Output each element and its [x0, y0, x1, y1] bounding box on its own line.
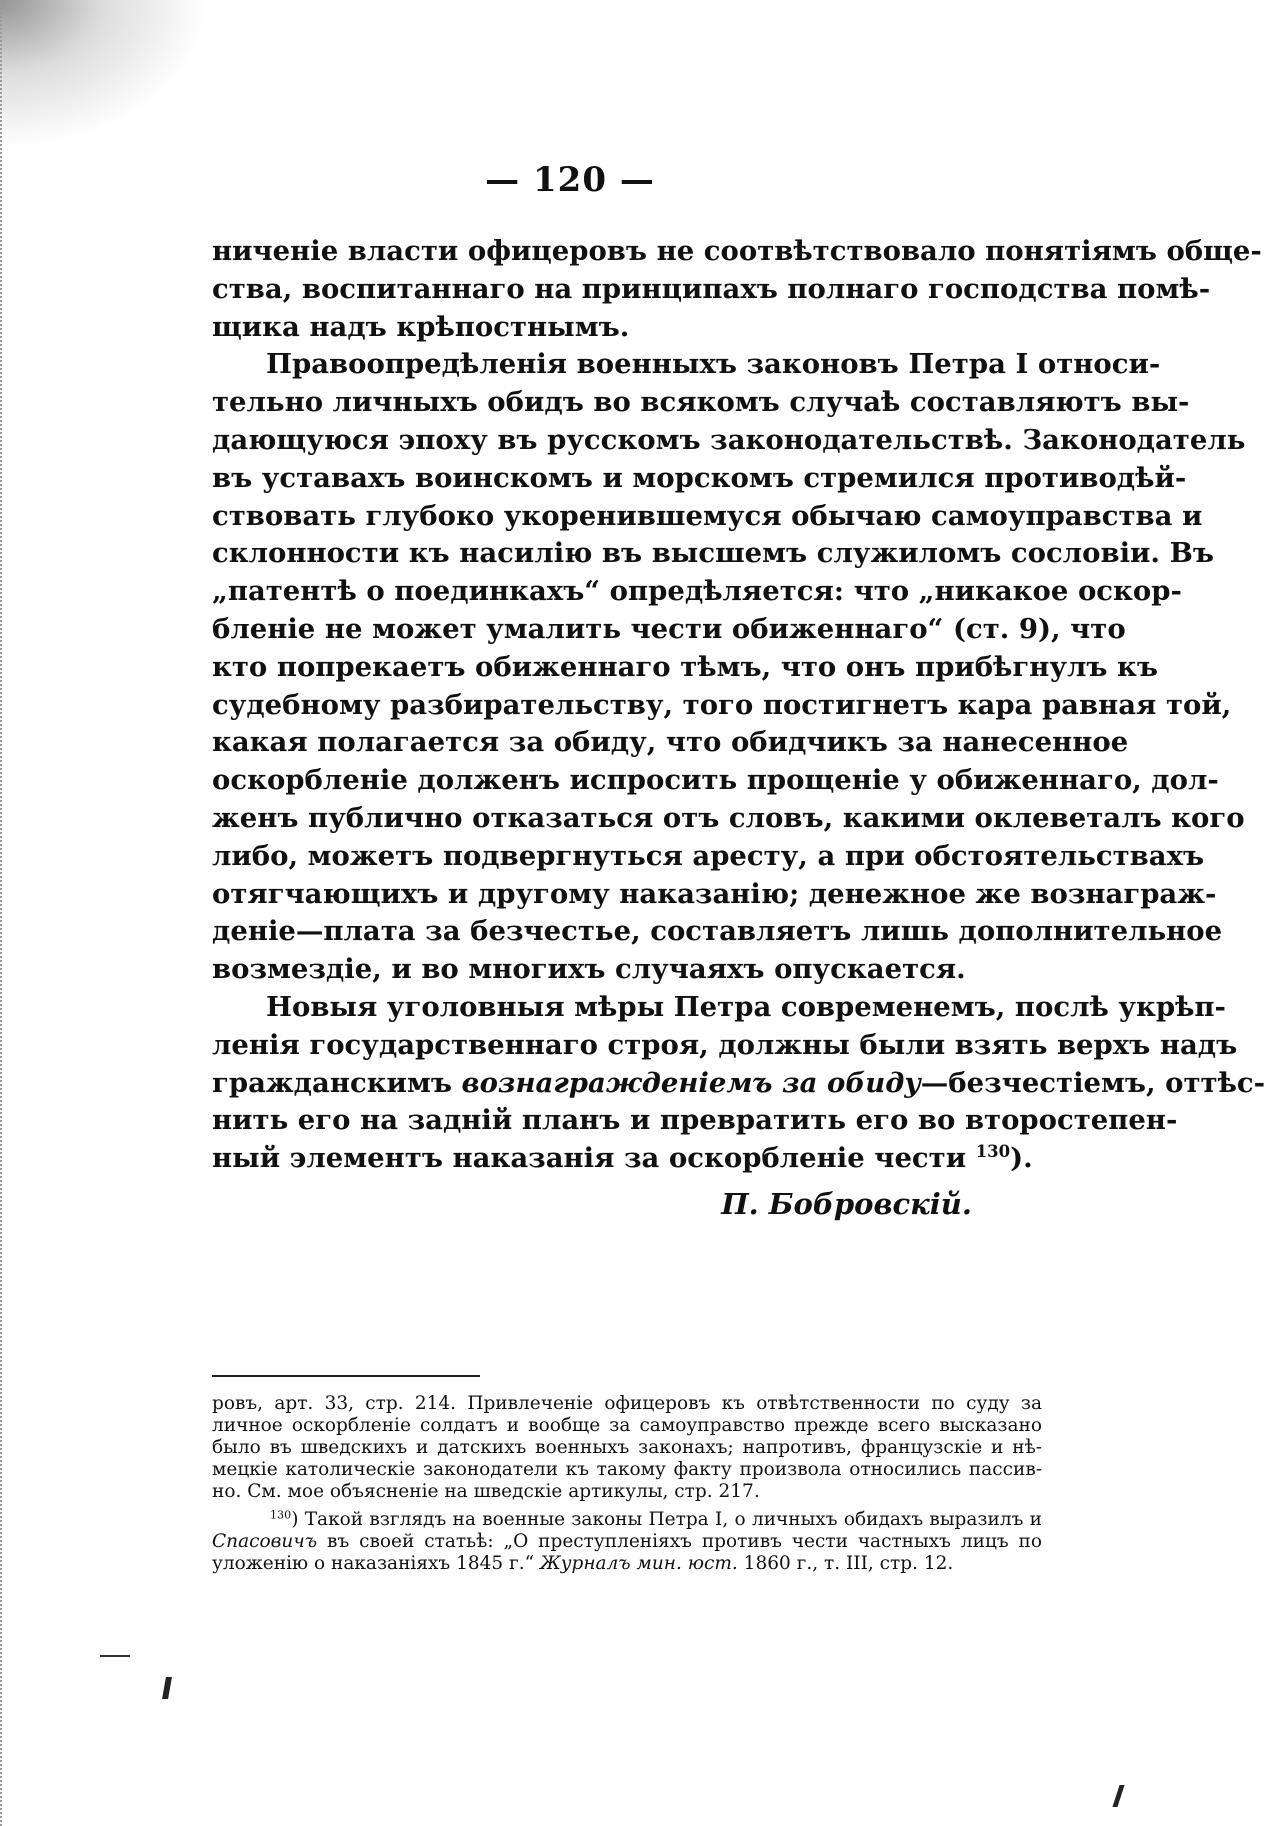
text-line: судебному разбирательству, того постигнетъ кара равная той,	[212, 688, 1232, 721]
footnote-number: 130	[270, 1508, 292, 1522]
footnote-divider	[212, 1375, 480, 1377]
text-line: склонности къ насилію въ высшемъ служиломъ сословіи. Въ	[212, 537, 1214, 570]
text-fragment: гражданскимъ	[212, 1066, 462, 1099]
text-line: деніе—плата за безчестье, составляетъ лишь дополнительное	[212, 915, 1223, 948]
scan-edge	[0, 0, 42, 1826]
scan-mark	[100, 1655, 130, 1657]
text-line	[212, 1065, 1265, 1103]
footnote-line: ровъ, арт. 33, стр. 214. Привлеченіе офицеровъ къ отвѣтственности по суду за	[212, 1393, 1042, 1414]
text-line: щика надъ крѣпостнымъ.	[212, 310, 630, 343]
text-fragment: ный элементъ наказанія за оскорбленіе чести	[212, 1142, 976, 1175]
text-line: Новыя уголовныя мѣры Петра современемъ, послѣ укрѣп-	[266, 990, 1226, 1023]
text-fragment: 1860 г., т. III, стр. 12.	[737, 1553, 954, 1574]
text-line: бленіе не может умалить чести обиженнаго“ (ст. 9), что	[212, 612, 1126, 645]
text-line: нить его на задній планъ и превратить его во второстепен-	[212, 1104, 1178, 1137]
text-fragment: —безчестіемъ, оттѣс-	[920, 1066, 1265, 1099]
italic-phrase: вознагражденіемъ за обиду	[461, 1066, 921, 1099]
footnote-line	[212, 1531, 1042, 1553]
text-line: ниченіе власти офицеровъ не соотвѣтствовало понятіямъ обще-	[212, 235, 1262, 267]
footnote-line: мецкіе католическіе законодатели къ такому факту произвола относились пассив-	[212, 1459, 1042, 1480]
text-line: ленія государственнаго строя, должны были взять верхъ надъ	[212, 1028, 1238, 1061]
footnote-ref: 130	[975, 1142, 1011, 1162]
footnotes	[212, 1393, 1042, 1575]
text-line: отягчающихъ и другому наказанію; денежное же вознаграж-	[212, 877, 1217, 910]
text-line: либо, можетъ подвергнуться аресту, а при обстоятельствахъ	[212, 839, 1205, 872]
footnote-line: но. См. мое объясненіе на шведскіе артикулы, стр. 217.	[212, 1481, 760, 1502]
text-fragment: въ своей статьѣ: „О преступленіяхъ противъ чести частныхъ лицъ по	[317, 1531, 1042, 1552]
italic-name: Спасовичъ	[212, 1531, 318, 1552]
footnote-line: личное оскорбленіе солдатъ и вообще за самоуправство прежде всего высказано	[212, 1415, 1042, 1436]
italic-journal: Журналъ мин. юст.	[539, 1553, 738, 1574]
text-line: Правоопредѣленія военныхъ законовъ Петра I относи-	[266, 348, 1161, 381]
footnote-line	[212, 1553, 1042, 1575]
text-fragment: уложенію о наказаніяхъ 1845 г.“	[212, 1553, 540, 1574]
scan-mark	[1112, 1785, 1124, 1807]
text-line: ства, воспитаннаго на принципахъ полнаго господства помѣ-	[212, 272, 1211, 305]
text-line: оскорбленіе долженъ испросить прощеніе у обиженнаго, дол-	[212, 764, 1219, 797]
page-number: — 120 —	[485, 160, 655, 200]
text-line: ствовать глубоко укоренившемуся обычаю самоуправства и	[212, 499, 1203, 532]
text-line: „патентѣ о поединкахъ“ опредѣляется: что „никакое оскор-	[212, 575, 1182, 608]
main-text	[212, 233, 1265, 1178]
text-line: дающуюся эпоху въ русскомъ законодательствѣ. Законодатель	[212, 423, 1246, 456]
text-line: тельно личныхъ обидъ во всякомъ случаѣ составляютъ вы-	[212, 386, 1190, 419]
scan-mark	[162, 1677, 172, 1699]
author-signature: П. Бобровскій.	[721, 1187, 972, 1221]
text-line: возмездіе, и во многихъ случаяхъ опускается.	[212, 953, 966, 986]
text-line: въ уставахъ воинскомъ и морскомъ стремился противодѣй-	[212, 461, 1187, 494]
footnote-line: было въ шведскихъ и датскихъ военныхъ законахъ; напротивъ, французскіе и нѣ-	[212, 1437, 1042, 1458]
text-line: кто попрекаетъ обиженнаго тѣмъ, что онъ прибѣгнулъ къ	[212, 650, 1158, 683]
text-line: женъ публично отказаться отъ словъ, какими оклеветалъ кого	[212, 801, 1245, 834]
text-fragment: ) Такой взглядъ на военные законы Петра I, о личныхъ обидахъ выразилъ и	[291, 1509, 1042, 1530]
text-line	[212, 1140, 1042, 1178]
footnote-line	[212, 1509, 1042, 1531]
text-line: какая полагается за обиду, что обидчикъ за нанесенное	[212, 726, 1129, 759]
text-fragment: ).	[1010, 1142, 1033, 1175]
